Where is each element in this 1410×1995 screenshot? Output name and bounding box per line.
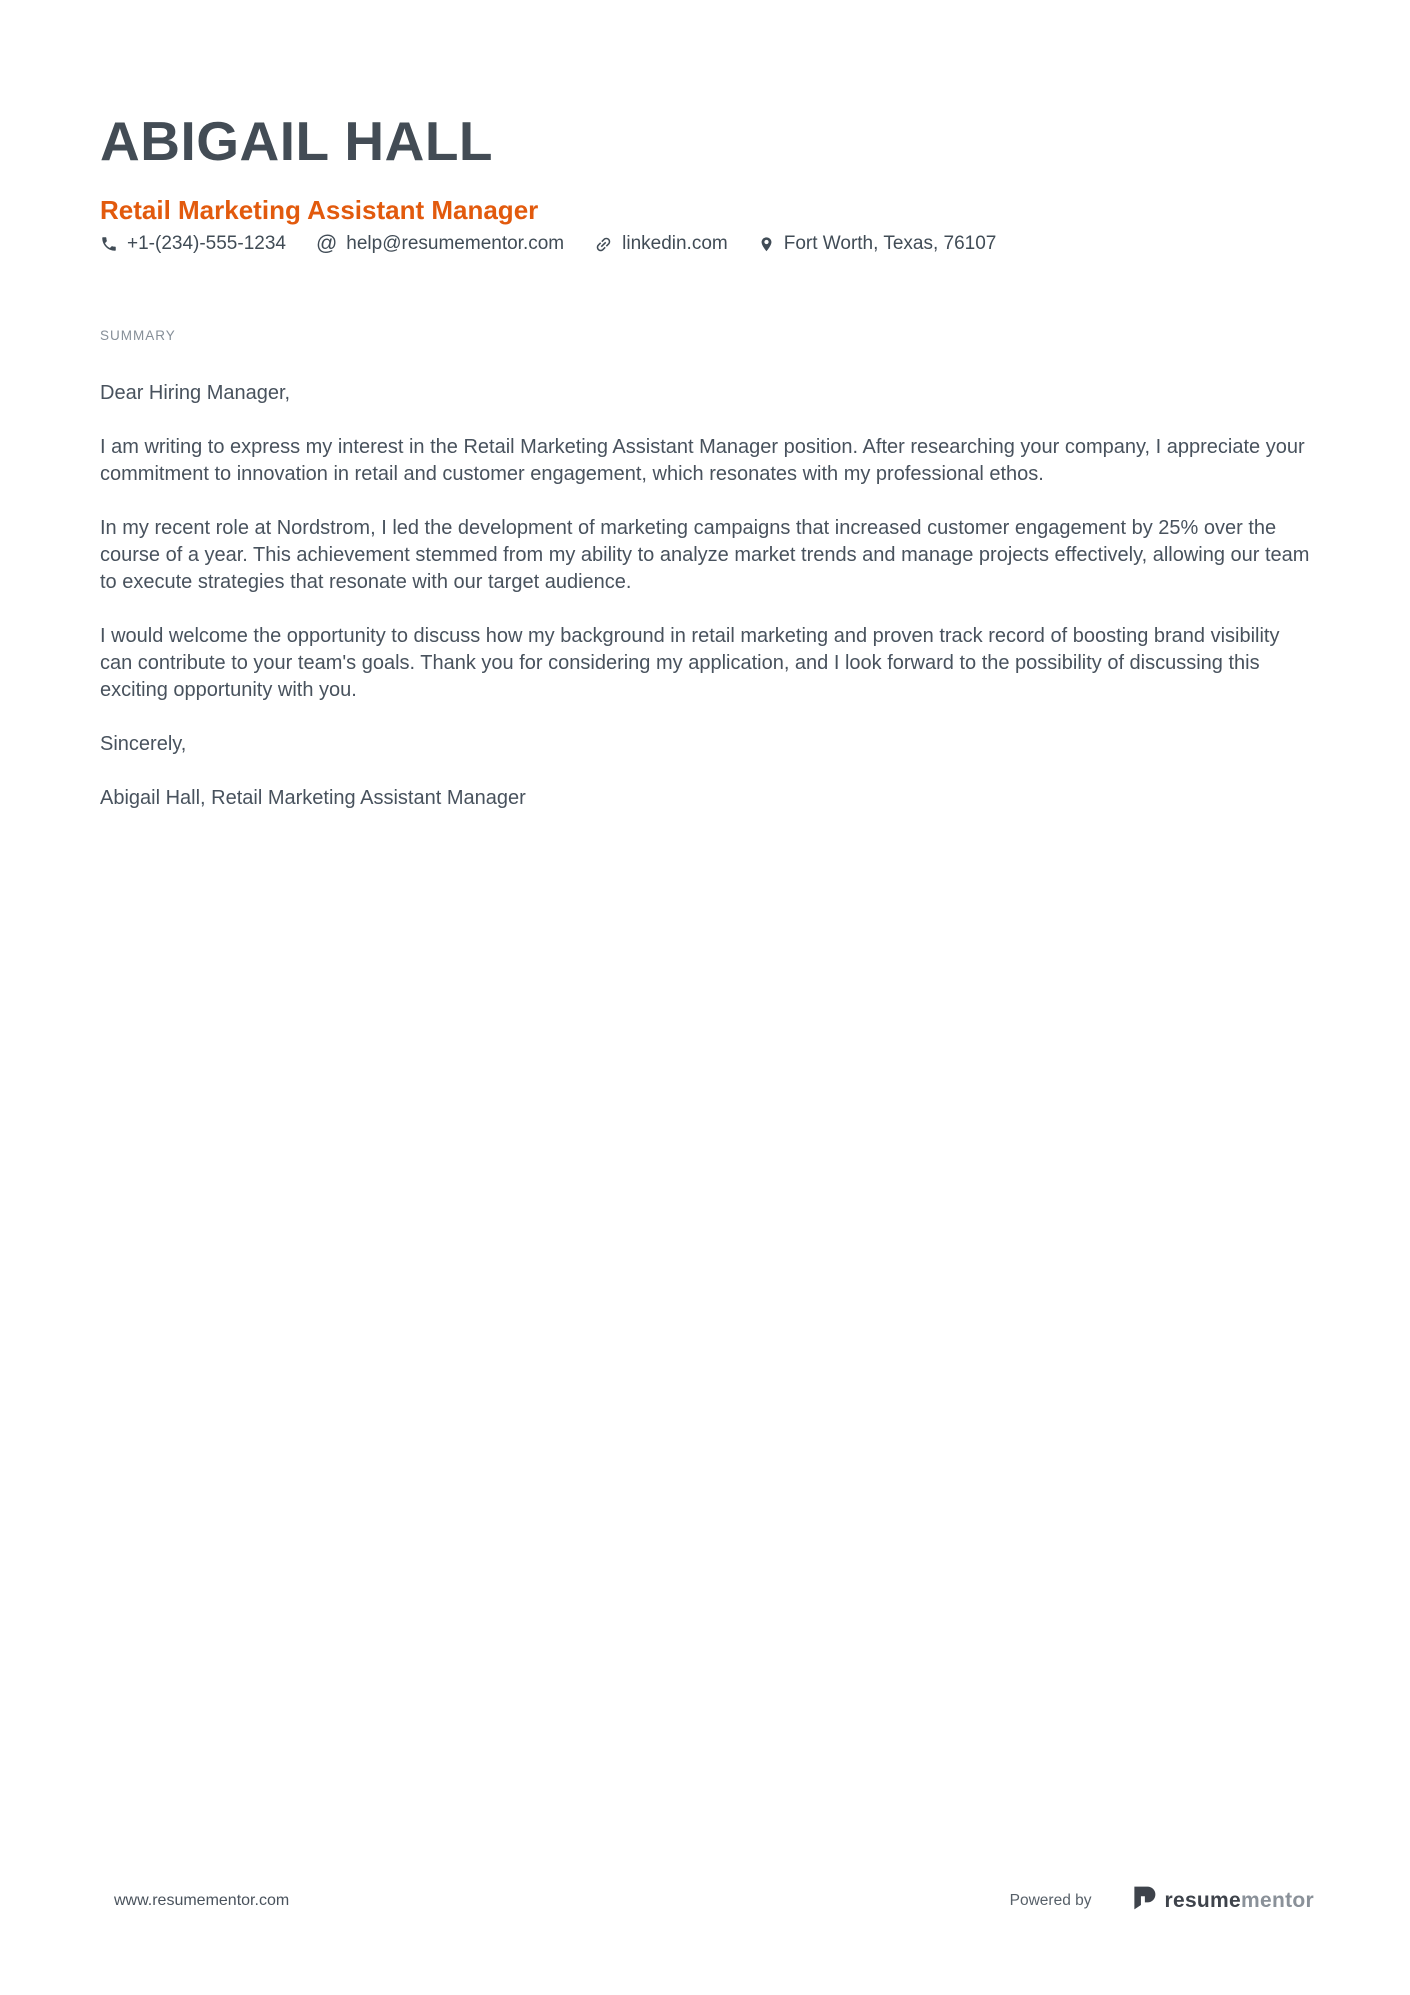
linkedin-text: linkedin.com — [622, 233, 728, 254]
letter-closing: Sincerely, — [100, 733, 187, 755]
contact-location — [758, 232, 997, 256]
page-title: ABIGAIL HALL — [100, 110, 494, 172]
contact-phone — [100, 232, 286, 256]
job-title: Retail Marketing Assistant Manager — [100, 195, 539, 225]
resumementor-logo — [1130, 1884, 1315, 1917]
resumementor-logo-icon — [1130, 1884, 1158, 1917]
location-pin-icon — [758, 235, 775, 254]
location-text: Fort Worth, Texas, 76107 — [783, 233, 997, 254]
footer-site-url: www.resumementor.com — [114, 1891, 290, 1909]
phone-icon — [100, 235, 118, 253]
letter-paragraph-3: I would welcome the opportunity to discuss how my background in retail marketing and proven track record of boosting brand visibility can contribute to your team's goals. Thank you for considering my application, and I look forward to the possibility of discussing this exciting opportunity with you. — [100, 625, 1280, 701]
contact-row — [100, 232, 1310, 256]
letter-body — [100, 380, 1310, 812]
page-footer — [100, 1884, 1314, 1917]
contact-email — [316, 232, 564, 256]
powered-by-block — [1010, 1884, 1314, 1917]
letter-signature: Abigail Hall, Retail Marketing Assistant Manager — [100, 787, 526, 809]
logo-text-resume: resume — [1164, 1888, 1242, 1912]
link-icon — [594, 235, 613, 254]
letter-paragraph-2: In my recent role at Nordstrom, I led the development of marketing campaigns that increased customer engagement by 25% over the course of a year. This achievement stemmed from my ability to analyze market trends and manage projects effectively, allowing our team to execute strategies that resonate with our target audience. — [100, 517, 1310, 593]
salutation: Dear Hiring Manager, — [100, 382, 291, 404]
contact-linkedin — [594, 232, 728, 256]
logo-text-mentor: mentor — [1241, 1888, 1314, 1912]
section-label-summary: SUMMARY — [100, 328, 176, 343]
powered-by-label: Powered by — [1009, 1891, 1092, 1909]
letter-paragraph-1: I am writing to express my interest in the Retail Marketing Assistant Manager position. After researching your company, I appreciate your commitment to innovation in retail and customer engagement, which resonates with my professional ethos. — [100, 436, 1305, 485]
email-text: help@resumementor.com — [346, 233, 565, 254]
logo-wordmark — [1165, 1889, 1315, 1913]
at-icon: @ — [315, 232, 338, 255]
phone-number: +1-(234)-555-1234 — [127, 233, 286, 254]
